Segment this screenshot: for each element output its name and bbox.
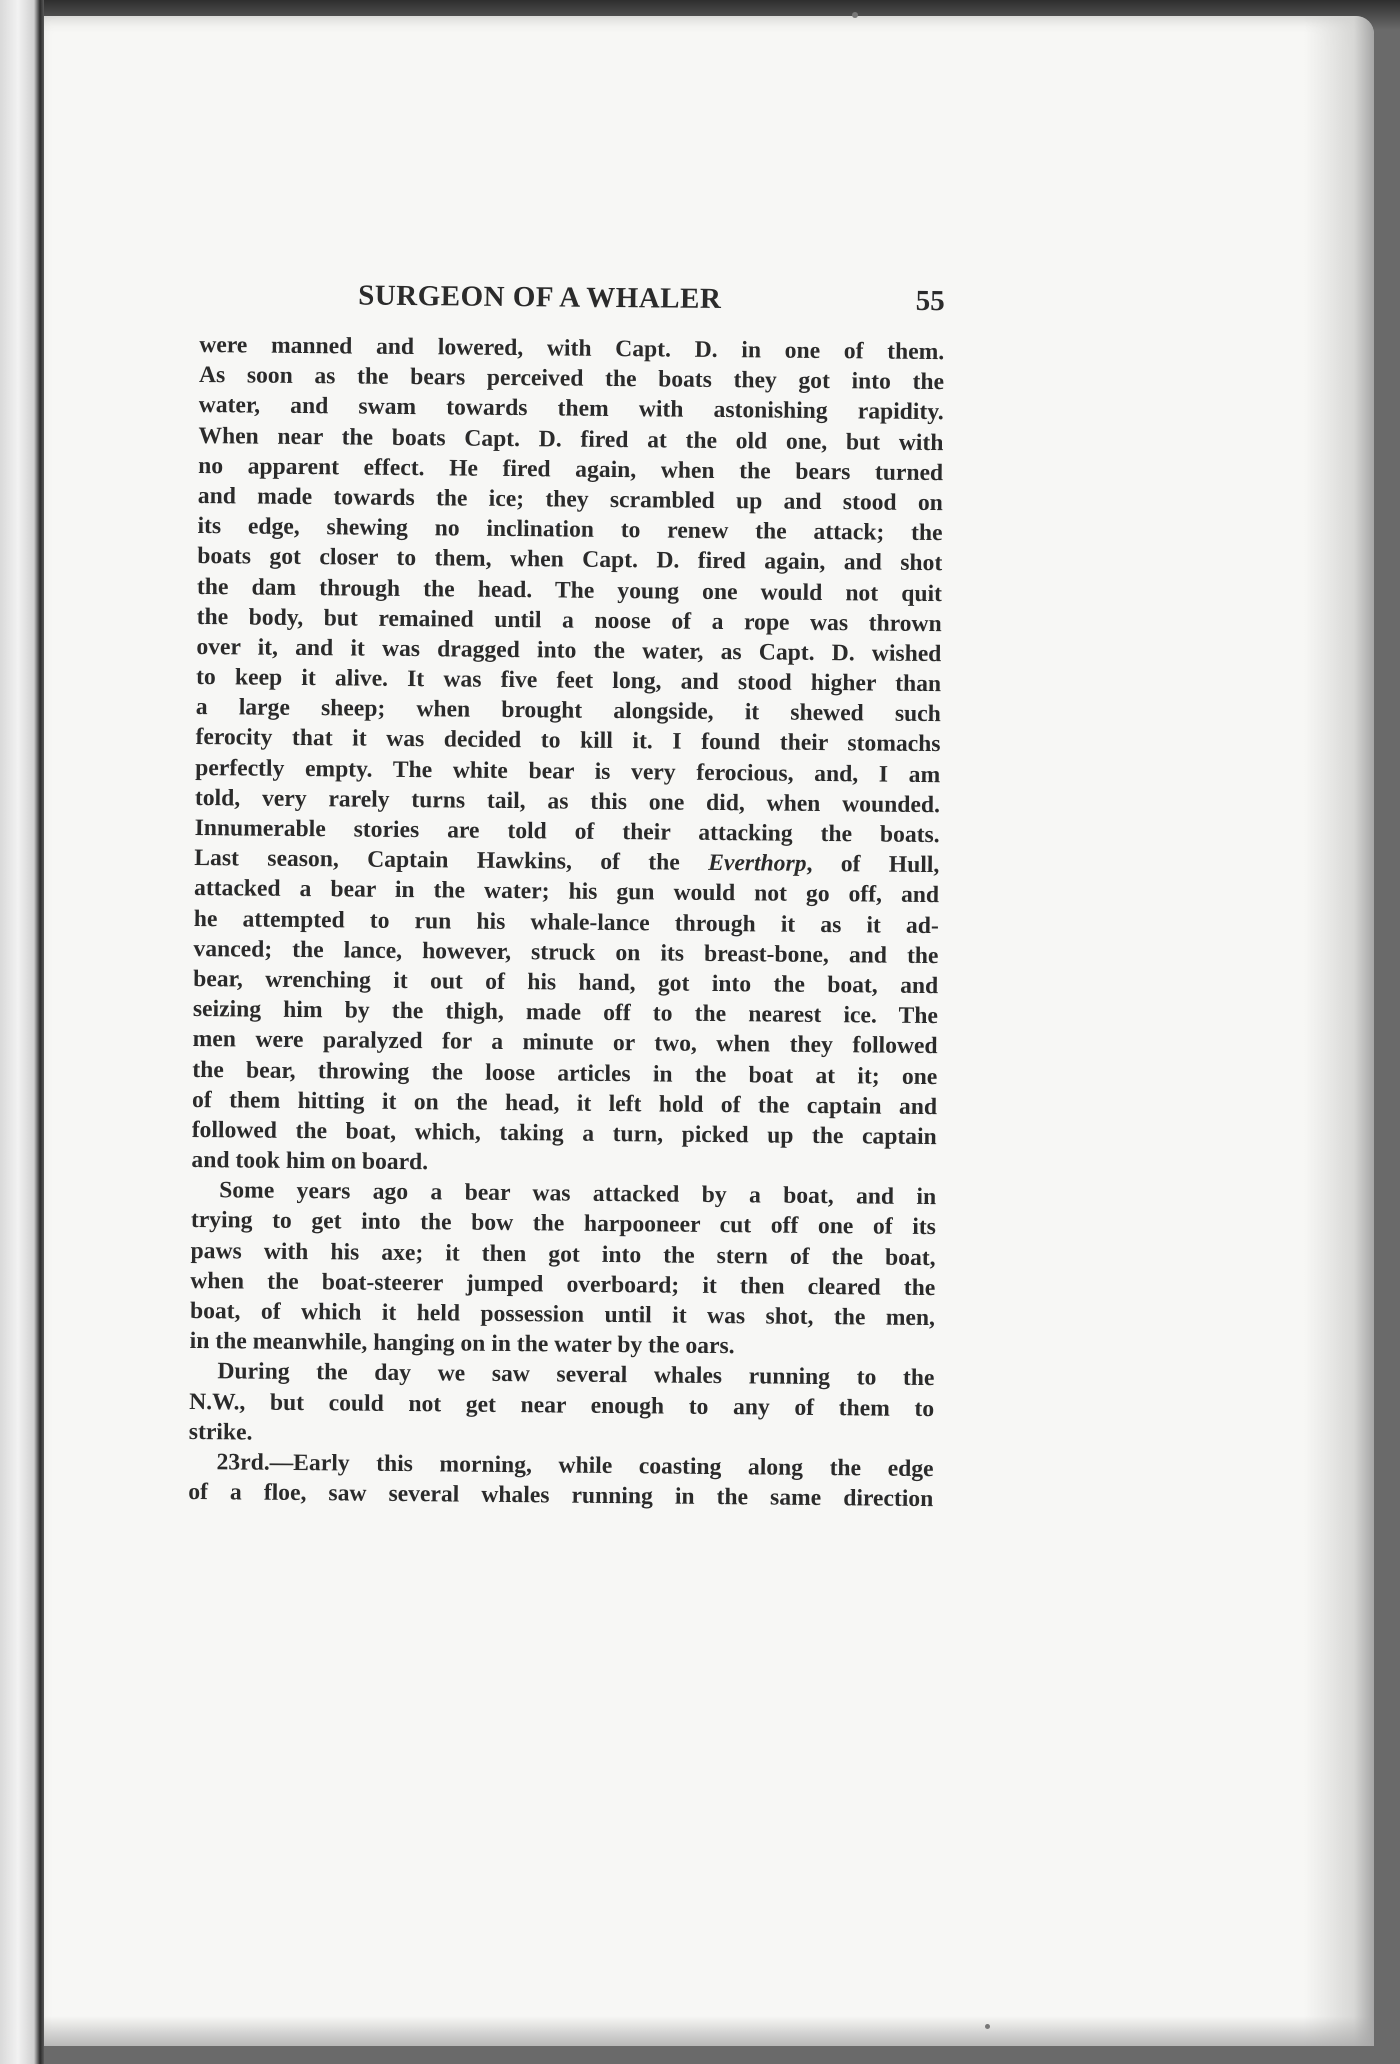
text-line: ferocity that it was decided to kill it. I found their stomachs xyxy=(195,724,941,758)
running-title: SURGEON OF A WHALER xyxy=(358,279,722,316)
dust-speck xyxy=(985,2024,990,2029)
text-line: of them hitting it on the head, it left hold of the captain and xyxy=(191,1086,938,1120)
text-line: Some years ago a bear was attacked by a boat, and in xyxy=(219,1177,937,1211)
text-line: boat, of which it held possession until it was shot, the men, xyxy=(189,1297,936,1332)
running-head xyxy=(200,272,945,323)
text-line: trying to get into the bow the harpooneer cut off one of its xyxy=(190,1207,936,1241)
text-line: no apparent effect. He fired again, when the bears turned xyxy=(198,452,944,486)
text-line: As soon as the bears perceived the boats they got into the xyxy=(198,362,945,396)
text-line: he attempted to run his whale-lance through it as it ad- xyxy=(193,905,939,939)
text-line: seizing him by the thigh, made off to the nearest ice. The xyxy=(192,996,939,1030)
line-text: Last season, Captain Hawkins, of the xyxy=(194,845,709,877)
text-line: 23rd.—Early this morning, while coasting along the edge xyxy=(216,1449,934,1483)
text-line: boats got closer to them, when Capt. D. fired again, and shot xyxy=(197,543,943,577)
text-line: When near the boats Capt. D. fired at the old one, but with xyxy=(198,422,944,456)
text-line: to keep it alive. It was five feet long, and stood higher than xyxy=(195,664,942,698)
text-line: vanced; the lance, however, struck on its breast-bone, and the xyxy=(193,935,939,969)
text-line: and took him on board. xyxy=(191,1147,429,1176)
text-line: the body, but remained until a noose of a rope was thrown xyxy=(196,603,942,637)
text-line: over it, and it was dragged into the water, as Capt. D. wished xyxy=(196,633,942,668)
paragraph-4 xyxy=(188,1447,934,1515)
text-line: a large sheep; when brought alongside, it shewed such xyxy=(195,694,941,728)
text-line: of a floe, saw several whales running in the same direction xyxy=(188,1479,934,1513)
page-edge-shadow xyxy=(1304,16,1374,2046)
text-line: perfectly empty. The white bear is very ferocious, and, I am xyxy=(195,754,941,788)
text-line: bear, wrenching it out of his hand, got into the boat, and xyxy=(193,965,939,1000)
page-number: 55 xyxy=(915,284,945,318)
text-line: Innumerable stories are told of their attacking the boats. xyxy=(194,814,940,849)
text-line: told, very rarely turns tail, as this one did, when wounded. xyxy=(194,784,941,818)
text-line: N.W., but could not get near enough to any of them to xyxy=(189,1388,935,1422)
text-line: water, and swam towards them with astonishing rapidity. xyxy=(198,392,944,426)
facing-page-edge xyxy=(0,0,44,2064)
text-line: During the day we saw several whales running to the xyxy=(217,1358,935,1392)
text-line: the dam through the head. The young one would not quit xyxy=(196,573,943,607)
text-line: were manned and lowered, with Capt. D. in one of them. xyxy=(199,331,945,366)
line-text: , of Hull, xyxy=(806,851,940,879)
text-line: the bear, throwing the loose articles in the boat at it; one xyxy=(192,1056,938,1090)
text-line: its edge, shewing no inclination to renew the attack; the xyxy=(197,513,943,547)
text-line: when the boat-steerer jumped overboard; it then cleared the xyxy=(190,1267,936,1301)
ship-name: Everthorp xyxy=(708,850,807,878)
text-line: and made towards the ice; they scrambled up and stood on xyxy=(197,482,943,517)
text-line: paws with his axe; it then got into the stern of the boat, xyxy=(190,1237,936,1271)
paragraph-3 xyxy=(189,1356,935,1454)
page-bottom-shadow xyxy=(44,2016,1374,2046)
text-line: men were paralyzed for a minute or two, when they followed xyxy=(192,1026,938,1060)
page-text xyxy=(188,272,945,1514)
text-line: followed the boat, which, taking a turn, picked up the captain xyxy=(191,1116,937,1150)
text-line: in the meanwhile, hanging on in the water by the oars. xyxy=(189,1328,735,1360)
paragraph-1 xyxy=(191,330,944,1182)
paragraph-2 xyxy=(190,1175,937,1363)
text-line: strike. xyxy=(188,1418,253,1446)
text-line: attacked a bear in the water; his gun would not go off, and xyxy=(193,875,940,909)
dust-speck xyxy=(852,12,858,18)
